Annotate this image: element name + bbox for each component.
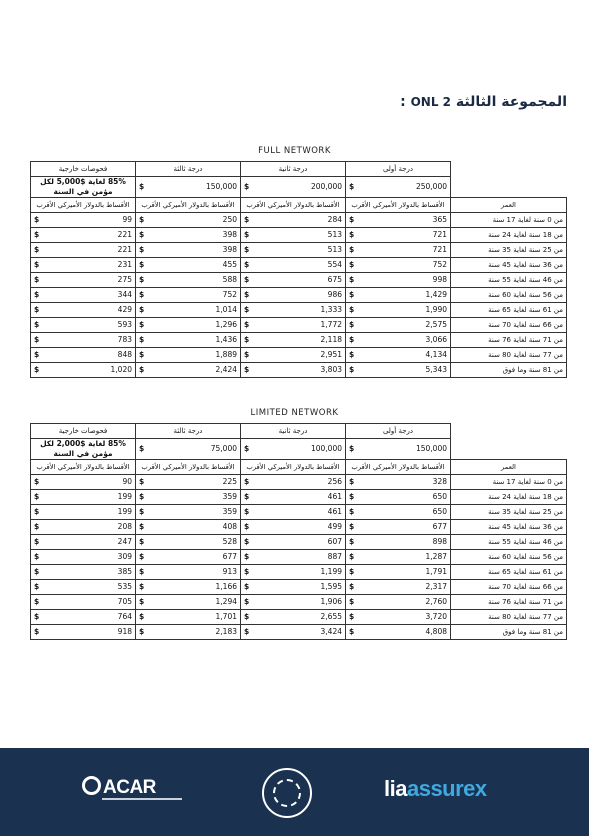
age-range: من 18 سنة لغاية 24 سنة [451, 490, 567, 505]
currency-symbol: $ [139, 522, 145, 531]
currency-symbol: $ [244, 365, 250, 374]
age-range: من 81 سنة وما فوق [451, 625, 567, 640]
table-row [31, 273, 567, 288]
premium-cell-second: $ 2,118 [241, 333, 346, 348]
premium-cell-external: $ 309 [31, 550, 136, 565]
currency-symbol: $ [349, 492, 355, 501]
currency-symbol: $ [139, 275, 145, 284]
age-range: من 56 سنة لغاية 60 سنة [451, 550, 567, 565]
currency-symbol: $ [34, 335, 40, 344]
premium-cell-external: $ 429 [31, 303, 136, 318]
currency-symbol: $ [34, 537, 40, 546]
premium-cell-first: $ 1,990 [346, 303, 451, 318]
premium-cell-second: $ 1,333 [241, 303, 346, 318]
premium-cell-third: $ 1,296 [136, 318, 241, 333]
premium-cell-external: $ 99 [31, 213, 136, 228]
currency-symbol: $ [244, 245, 250, 254]
premium-cell-external: $ 848 [31, 348, 136, 363]
premium-cell-first: $ 721 [346, 228, 451, 243]
premium-cell-third: $ 913 [136, 565, 241, 580]
premium-cell-first: $ 328 [346, 475, 451, 490]
premium-cell-third: $ 1,436 [136, 333, 241, 348]
currency-symbol: $ [139, 305, 145, 314]
premium-cell-third: $ 677 [136, 550, 241, 565]
premium-cell-second: $ 607 [241, 535, 346, 550]
currency-symbol: $ [349, 597, 355, 606]
table-row [31, 258, 567, 273]
table-row [31, 228, 567, 243]
premium-cell-external: $ 918 [31, 625, 136, 640]
currency-symbol: $ [34, 567, 40, 576]
premium-cell-first: $ 650 [346, 490, 451, 505]
col-header-third: درجة ثالثة [136, 424, 241, 439]
currency-symbol: $ [139, 335, 145, 344]
limit-value: 150,000 [415, 444, 447, 453]
col-header-external: فحوصات خارجية [31, 162, 136, 177]
currency-symbol: $ [244, 182, 250, 191]
currency-symbol: $ [139, 230, 145, 239]
currency-symbol: $ [349, 582, 355, 591]
premium-cell-first: $ 677 [346, 520, 451, 535]
currency-symbol: $ [139, 477, 145, 486]
premium-cell-first: $ 2,760 [346, 595, 451, 610]
premium-cell-first: $ 4,134 [346, 348, 451, 363]
premium-cell-first: $ 5,343 [346, 363, 451, 378]
premium-cell-second: $ 887 [241, 550, 346, 565]
table-row [31, 213, 567, 228]
currency-symbol: $ [244, 567, 250, 576]
col-header-third: درجة ثالثة [136, 162, 241, 177]
table-row [31, 303, 567, 318]
age-range: من 77 سنة لغاية 80 سنة [451, 610, 567, 625]
currency-symbol: $ [244, 305, 250, 314]
premium-cell-second: $ 1,906 [241, 595, 346, 610]
currency-symbol: $ [139, 597, 145, 606]
col-header-second: درجة ثانية [241, 162, 346, 177]
currency-symbol: $ [139, 215, 145, 224]
table-row [31, 520, 567, 535]
currency-symbol: $ [244, 275, 250, 284]
currency-symbol: $ [139, 444, 145, 453]
premium-cell-first: $ 898 [346, 535, 451, 550]
premium-cell-external: $ 1,020 [31, 363, 136, 378]
currency-symbol: $ [34, 582, 40, 591]
premium-cell-first: $ 998 [346, 273, 451, 288]
age-range: من 46 سنة لغاية 55 سنة [451, 273, 567, 288]
currency-symbol: $ [244, 230, 250, 239]
age-range: من 25 سنة لغاية 35 سنة [451, 505, 567, 520]
blank-cell [451, 424, 567, 439]
acar-logo-text: ACAR [103, 777, 156, 798]
premium-cell-first: $ 3,720 [346, 610, 451, 625]
age-range: من 46 سنة لغاية 55 سنة [451, 535, 567, 550]
currency-symbol: $ [244, 350, 250, 359]
currency-symbol: $ [349, 365, 355, 374]
premium-cell-third: $ 225 [136, 475, 241, 490]
limit-first [346, 439, 451, 460]
currency-symbol: $ [244, 444, 250, 453]
currency-symbol: $ [34, 305, 40, 314]
table-row [31, 565, 567, 580]
premium-col-label: الأقساط بالدولار الأميركي الأقرب [31, 198, 136, 213]
currency-symbol: $ [34, 597, 40, 606]
premium-cell-first: $ 752 [346, 258, 451, 273]
currency-symbol: $ [349, 612, 355, 621]
age-range: من 71 سنة لغاية 76 سنة [451, 595, 567, 610]
currency-symbol: $ [349, 567, 355, 576]
limited-network-title: LIMITED NETWORK [250, 408, 339, 418]
premium-cell-external: $ 90 [31, 475, 136, 490]
currency-symbol: $ [34, 320, 40, 329]
premium-cell-second: $ 499 [241, 520, 346, 535]
premium-cell-second: $ 986 [241, 288, 346, 303]
currency-symbol: $ [139, 260, 145, 269]
table-row [31, 363, 567, 378]
limit-value: 100,000 [310, 444, 342, 453]
currency-symbol: $ [139, 507, 145, 516]
premium-cell-first: $ 3,066 [346, 333, 451, 348]
age-range: من 77 سنة لغاية 80 سنة [451, 348, 567, 363]
currency-symbol: $ [34, 260, 40, 269]
currency-symbol: $ [139, 627, 145, 636]
premium-cell-external: $ 247 [31, 535, 136, 550]
premium-cell-third: $ 1,294 [136, 595, 241, 610]
currency-symbol: $ [244, 597, 250, 606]
currency-symbol: $ [244, 320, 250, 329]
currency-symbol: $ [139, 182, 145, 191]
premium-cell-external: $ 344 [31, 288, 136, 303]
currency-symbol: $ [349, 320, 355, 329]
currency-symbol: $ [34, 522, 40, 531]
premium-cell-external: $ 705 [31, 595, 136, 610]
currency-symbol: $ [34, 215, 40, 224]
currency-symbol: $ [34, 552, 40, 561]
premium-cell-second: $ 513 [241, 228, 346, 243]
currency-symbol: $ [349, 627, 355, 636]
premium-cell-external: $ 199 [31, 490, 136, 505]
currency-symbol: $ [244, 537, 250, 546]
acar-underline [102, 798, 182, 800]
premium-cell-external: $ 385 [31, 565, 136, 580]
premium-cell-first: $ 4,808 [346, 625, 451, 640]
age-range: من 18 سنة لغاية 24 سنة [451, 228, 567, 243]
premium-cell-third: $ 528 [136, 535, 241, 550]
premium-cell-third: $ 398 [136, 228, 241, 243]
premium-cell-third: $ 359 [136, 490, 241, 505]
currency-symbol: $ [244, 627, 250, 636]
premium-cell-third: $ 2,424 [136, 363, 241, 378]
col-header-second: درجة ثانية [241, 424, 346, 439]
table-row [31, 243, 567, 258]
premium-cell-second: $ 1,199 [241, 565, 346, 580]
table-row [31, 535, 567, 550]
currency-symbol: $ [349, 215, 355, 224]
age-range: من 0 سنة لغاية 17 سنة [451, 213, 567, 228]
premium-col-label: الأقساط بالدولار الأميركي الأقرب [346, 198, 451, 213]
currency-symbol: $ [139, 365, 145, 374]
currency-symbol: $ [349, 260, 355, 269]
full-network-table [30, 161, 567, 378]
premium-cell-external: $ 199 [31, 505, 136, 520]
table-row [31, 580, 567, 595]
currency-symbol: $ [139, 350, 145, 359]
premium-cell-second: $ 256 [241, 475, 346, 490]
currency-symbol: $ [349, 305, 355, 314]
currency-symbol: $ [349, 182, 355, 191]
table-row [31, 318, 567, 333]
limit-second [241, 439, 346, 460]
title-separator: : [400, 94, 406, 110]
currency-symbol: $ [34, 230, 40, 239]
lia-logo-suffix: assurex [406, 776, 487, 801]
premium-cell-third: $ 1,166 [136, 580, 241, 595]
currency-symbol: $ [34, 275, 40, 284]
age-range: من 71 سنة لغاية 76 سنة [451, 333, 567, 348]
premium-cell-second: $ 2,951 [241, 348, 346, 363]
age-range: من 61 سنة لغاية 65 سنة [451, 303, 567, 318]
currency-symbol: $ [34, 612, 40, 621]
currency-symbol: $ [34, 350, 40, 359]
limit-value: 75,000 [210, 444, 237, 453]
currency-symbol: $ [244, 215, 250, 224]
premium-cell-second: $ 1,772 [241, 318, 346, 333]
premium-cell-third: $ 1,014 [136, 303, 241, 318]
premium-col-label: الأقساط بالدولار الأميركي الأقرب [346, 460, 451, 475]
premium-cell-third: $ 455 [136, 258, 241, 273]
premium-cell-external: $ 783 [31, 333, 136, 348]
premium-cell-second: $ 284 [241, 213, 346, 228]
currency-symbol: $ [349, 507, 355, 516]
premium-cell-second: $ 3,803 [241, 363, 346, 378]
currency-symbol: $ [244, 290, 250, 299]
limit-second [241, 177, 346, 198]
premium-cell-first: $ 1,791 [346, 565, 451, 580]
premium-col-label: الأقساط بالدولار الأميركي الأقرب [241, 198, 346, 213]
premium-cell-second: $ 3,424 [241, 625, 346, 640]
currency-symbol: $ [139, 290, 145, 299]
acar-logo [82, 776, 156, 799]
premium-cell-external: $ 535 [31, 580, 136, 595]
premium-cell-first: $ 721 [346, 243, 451, 258]
premium-cell-external: $ 208 [31, 520, 136, 535]
currency-symbol: $ [34, 365, 40, 374]
premium-cell-external: $ 275 [31, 273, 136, 288]
premium-cell-second: $ 2,655 [241, 610, 346, 625]
currency-symbol: $ [349, 552, 355, 561]
premium-cell-third: $ 359 [136, 505, 241, 520]
currency-symbol: $ [244, 522, 250, 531]
title-code: ONL 2 [410, 95, 451, 109]
lia-logo-prefix: lia [384, 776, 407, 801]
col-header-external: فحوصات خارجية [31, 424, 136, 439]
footer-bar [0, 748, 589, 836]
blank-cell [451, 439, 567, 460]
premium-cell-third: $ 250 [136, 213, 241, 228]
premium-cell-third: $ 752 [136, 288, 241, 303]
age-range: من 36 سنة لغاية 45 سنة [451, 520, 567, 535]
currency-symbol: $ [244, 582, 250, 591]
emblem-logo-icon [262, 768, 312, 818]
premium-cell-external: $ 764 [31, 610, 136, 625]
external-limit: 85% لغاية $2,000 لكل مؤمن في السنة [31, 439, 136, 460]
currency-symbol: $ [139, 552, 145, 561]
premium-cell-second: $ 461 [241, 505, 346, 520]
premium-cell-third: $ 588 [136, 273, 241, 288]
page-title [400, 94, 567, 110]
premium-cell-third: $ 1,889 [136, 348, 241, 363]
col-header-first: درجة أولى [346, 162, 451, 177]
currency-symbol: $ [349, 275, 355, 284]
premium-cell-first: $ 2,317 [346, 580, 451, 595]
limit-value: 200,000 [310, 182, 342, 191]
external-limit: 85% لغاية $5,000 لكل مؤمن في السنة [31, 177, 136, 198]
blank-cell [451, 162, 567, 177]
currency-symbol: $ [139, 492, 145, 501]
premium-cell-external: $ 231 [31, 258, 136, 273]
premium-col-label: الأقساط بالدولار الأميركي الأقرب [136, 198, 241, 213]
title-text: المجموعة الثالثة [455, 94, 567, 110]
table-row [31, 505, 567, 520]
currency-symbol: $ [244, 507, 250, 516]
premium-col-label: الأقساط بالدولار الأميركي الأقرب [241, 460, 346, 475]
age-header: العمر [451, 460, 567, 475]
premium-cell-external: $ 221 [31, 243, 136, 258]
limited-network-table [30, 423, 567, 640]
age-range: من 36 سنة لغاية 45 سنة [451, 258, 567, 273]
currency-symbol: $ [244, 260, 250, 269]
currency-symbol: $ [34, 290, 40, 299]
table-row [31, 595, 567, 610]
age-range: من 0 سنة لغاية 17 سنة [451, 475, 567, 490]
premium-cell-second: $ 675 [241, 273, 346, 288]
limit-third [136, 177, 241, 198]
limit-third [136, 439, 241, 460]
premium-cell-third: $ 2,183 [136, 625, 241, 640]
premium-col-label: الأقساط بالدولار الأميركي الأقرب [136, 460, 241, 475]
premium-cell-external: $ 221 [31, 228, 136, 243]
table-row [31, 625, 567, 640]
currency-symbol: $ [34, 627, 40, 636]
currency-symbol: $ [139, 567, 145, 576]
premium-col-label: الأقساط بالدولار الأميركي الأقرب [31, 460, 136, 475]
table-row [31, 490, 567, 505]
currency-symbol: $ [349, 537, 355, 546]
premium-cell-first: $ 2,575 [346, 318, 451, 333]
premium-cell-second: $ 554 [241, 258, 346, 273]
table-row [31, 550, 567, 565]
currency-symbol: $ [139, 612, 145, 621]
limit-value: 150,000 [205, 182, 237, 191]
currency-symbol: $ [139, 537, 145, 546]
table-row [31, 348, 567, 363]
currency-symbol: $ [34, 507, 40, 516]
currency-symbol: $ [244, 552, 250, 561]
currency-symbol: $ [34, 245, 40, 254]
premium-cell-third: $ 408 [136, 520, 241, 535]
table-row [31, 475, 567, 490]
premium-cell-second: $ 513 [241, 243, 346, 258]
currency-symbol: $ [34, 477, 40, 486]
currency-symbol: $ [349, 477, 355, 486]
currency-symbol: $ [244, 477, 250, 486]
age-range: من 56 سنة لغاية 60 سنة [451, 288, 567, 303]
premium-cell-first: $ 1,287 [346, 550, 451, 565]
limit-value: 250,000 [415, 182, 447, 191]
currency-symbol: $ [139, 320, 145, 329]
age-range: من 66 سنة لغاية 70 سنة [451, 318, 567, 333]
full-network-title: FULL NETWORK [258, 146, 331, 156]
premium-cell-second: $ 461 [241, 490, 346, 505]
col-header-first: درجة أولى [346, 424, 451, 439]
age-header: العمر [451, 198, 567, 213]
currency-symbol: $ [349, 245, 355, 254]
currency-symbol: $ [34, 492, 40, 501]
currency-symbol: $ [244, 492, 250, 501]
premium-cell-second: $ 1,595 [241, 580, 346, 595]
acar-ring-icon [82, 776, 101, 795]
age-range: من 81 سنة وما فوق [451, 363, 567, 378]
premium-cell-external: $ 593 [31, 318, 136, 333]
currency-symbol: $ [139, 582, 145, 591]
age-range: من 61 سنة لغاية 65 سنة [451, 565, 567, 580]
currency-symbol: $ [349, 335, 355, 344]
currency-symbol: $ [349, 444, 355, 453]
blank-cell [451, 177, 567, 198]
liassurex-logo [384, 776, 487, 802]
currency-symbol: $ [244, 612, 250, 621]
age-range: من 66 سنة لغاية 70 سنة [451, 580, 567, 595]
premium-cell-first: $ 1,429 [346, 288, 451, 303]
currency-symbol: $ [349, 522, 355, 531]
premium-cell-first: $ 650 [346, 505, 451, 520]
table-row [31, 610, 567, 625]
currency-symbol: $ [349, 230, 355, 239]
currency-symbol: $ [349, 350, 355, 359]
age-range: من 25 سنة لغاية 35 سنة [451, 243, 567, 258]
premium-cell-first: $ 365 [346, 213, 451, 228]
premium-cell-third: $ 398 [136, 243, 241, 258]
table-row [31, 288, 567, 303]
currency-symbol: $ [139, 245, 145, 254]
table-row [31, 333, 567, 348]
premium-cell-third: $ 1,701 [136, 610, 241, 625]
limit-first [346, 177, 451, 198]
currency-symbol: $ [349, 290, 355, 299]
currency-symbol: $ [244, 335, 250, 344]
